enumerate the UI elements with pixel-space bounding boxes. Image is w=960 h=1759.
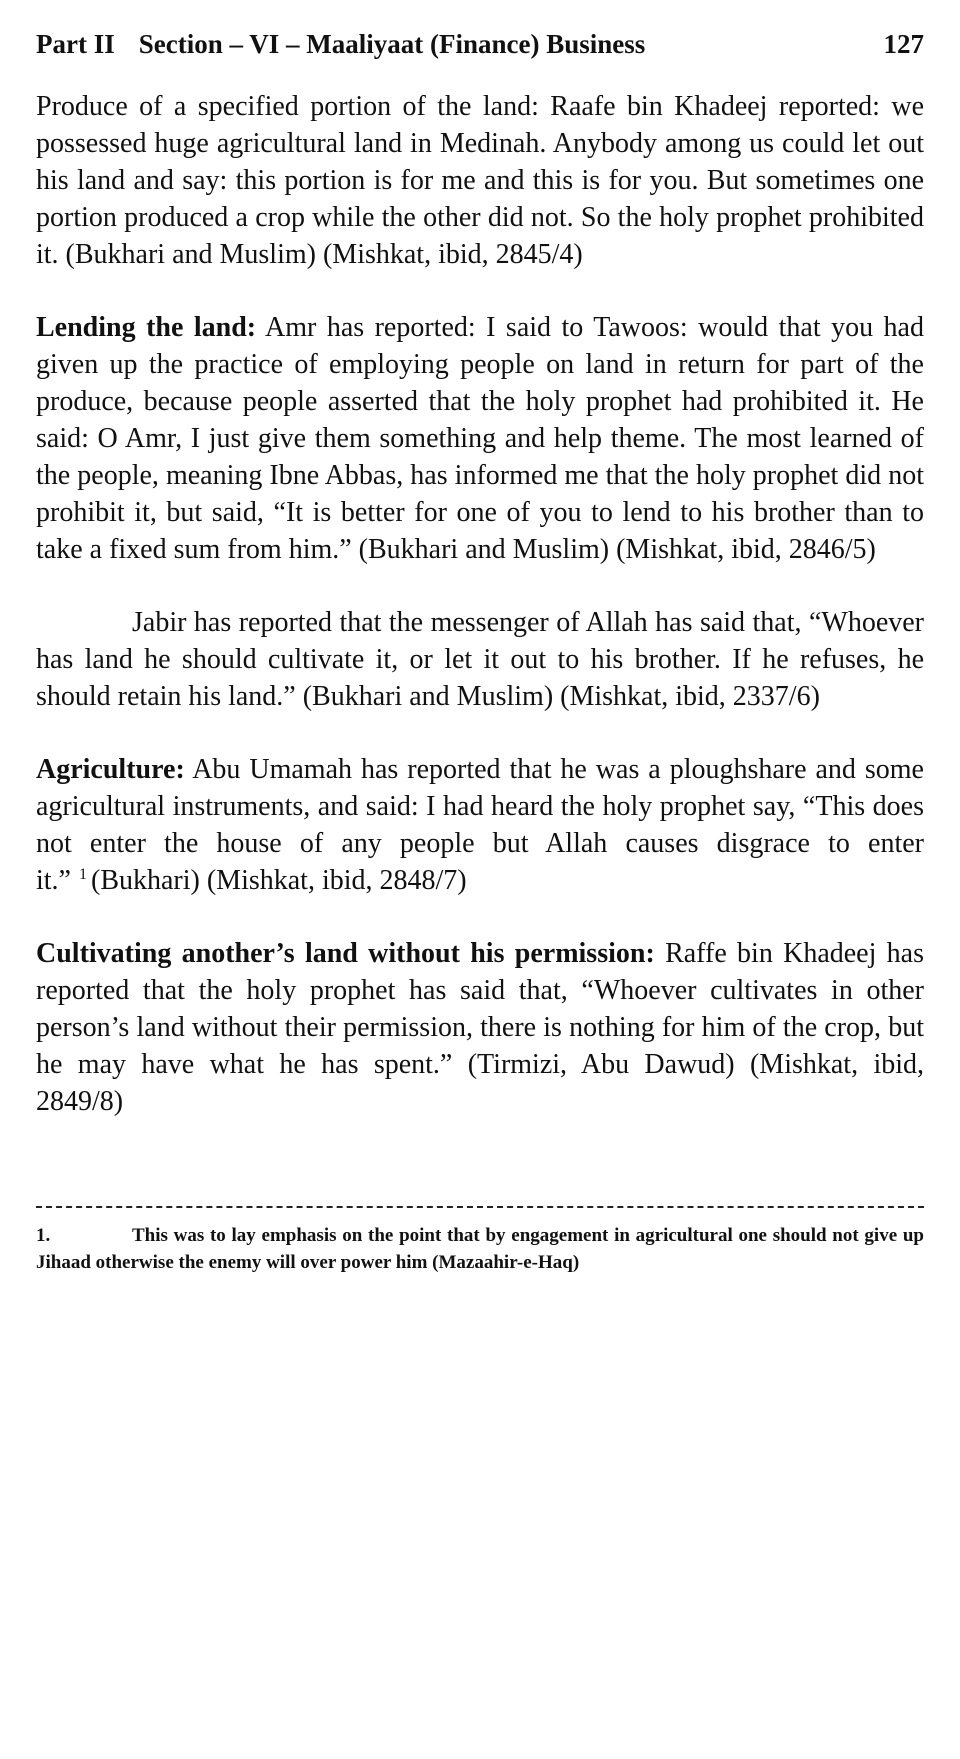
header-title	[36, 26, 645, 62]
paragraph-text: Amr has reported: I said to Tawoos: would that you had given up the practice of employing people on land in return for part of the produce, because people asserted that the holy prophet had prohibited it. He said: O Amr, I just give them something and help theme. The most learned of the people, meaning Ibne Abbas, has informed me that the holy prophet did not prohibit it, but said, “It is better for one of you to lend to his brother than to take a fixed sum from him.” (Bukhari and Muslim) (Mishkat, ibid, 2846/5)	[36, 312, 924, 565]
paragraph-cultivating-without-permission	[36, 935, 924, 1120]
running-header	[36, 26, 924, 62]
paragraph-jabir	[36, 604, 924, 715]
footnote	[36, 1222, 924, 1276]
paragraph-heading: Agriculture:	[36, 754, 185, 785]
paragraph-heading: Cultivating another’s land without his permission:	[36, 938, 655, 969]
footnote-number: 1.	[36, 1225, 51, 1246]
document-page	[36, 26, 924, 1276]
footnote-separator	[36, 1206, 924, 1208]
footnote-reference: 1	[79, 865, 87, 883]
paragraph-text-after: (Bukhari) (Mishkat, ibid, 2848/7)	[91, 865, 467, 896]
paragraph-produce-portion	[36, 88, 924, 273]
paragraph-agriculture	[36, 751, 924, 899]
header-part: Part II	[36, 29, 115, 59]
header-section: Section – VI – Maaliyaat (Finance) Business	[138, 29, 646, 59]
paragraph-heading: Lending the land:	[36, 312, 257, 343]
page-number: 127	[883, 29, 924, 59]
paragraph-text: Abu Umamah has reported that he was a ploughshare and some agricultural instruments, and said: I had heard the holy prophet say, “This does not enter the house of any people but Allah causes disgrace to enter it.”	[36, 754, 924, 896]
paragraph-text: Raffe bin Khadeej has reported that the holy prophet has said that, “Whoever cultivates in other person’s land without their permission, there is nothing for him of the crop, but he may have what he has spent.” (Tirmizi, Abu Dawud) (Mishkat, ibid, 2849/8)	[36, 938, 925, 1117]
paragraph-lending-land	[36, 309, 924, 568]
footnote-text: This was to lay emphasis on the point that by engagement in agricultural one should not give up Jihaad otherwise the enemy will over power him (Mazaahir-e-Haq)	[36, 1225, 924, 1273]
paragraph-text: Jabir has reported that the messenger of Allah has said that, “Whoever has land he should cultivate it, or let it out to his brother. If he refuses, he should retain his land.” (Bukhari and Muslim) (Mishkat, ibid, 2337/6)	[36, 607, 924, 712]
paragraph-text: Produce of a specified portion of the land: Raafe bin Khadeej reported: we possessed huge agricultural land in Medinah. Anybody among us could let out his land and say: this portion is for me and this is for you. But sometimes one portion produced a crop while the other did not. So the holy prophet prohibited it. (Bukhari and Muslim) (Mishkat, ibid, 2845/4)	[36, 91, 924, 270]
